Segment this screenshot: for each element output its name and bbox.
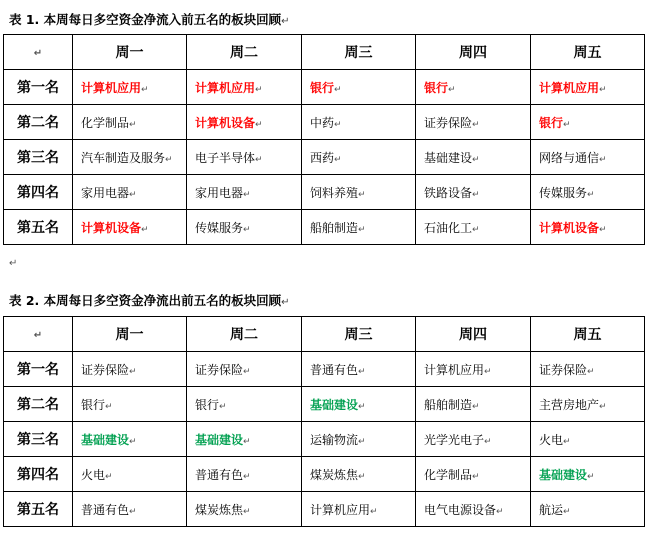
day-header: 周一 — [73, 317, 187, 352]
paragraph-mark-icon: ↵ — [563, 119, 571, 130]
paragraph-mark-icon: ↵ — [243, 224, 251, 235]
day-header: 周三 — [302, 35, 416, 70]
sector-name: 家用电器 — [81, 185, 130, 200]
sector-cell — [73, 140, 187, 175]
paragraph-mark-icon: ↵ — [448, 84, 456, 95]
sector-cell — [531, 387, 645, 422]
sector-cell — [187, 352, 302, 387]
paragraph-mark-icon: ↵ — [165, 154, 173, 165]
table-row — [4, 105, 645, 140]
paragraph-mark-icon: ↵ — [599, 154, 607, 165]
sector-cell — [531, 70, 645, 105]
paragraph-mark-icon: ↵ — [334, 84, 342, 95]
sector-name: 证券保险 — [424, 115, 473, 130]
day-header: 周五 — [531, 35, 645, 70]
day-header: 周四 — [416, 317, 531, 352]
sector-cell — [416, 492, 531, 527]
sector-name: 煤炭炼焦 — [195, 502, 244, 517]
sector-cell — [73, 210, 187, 245]
sector-name: 火电 — [81, 467, 106, 482]
sector-cell — [416, 422, 531, 457]
table-row — [4, 492, 645, 527]
sector-cell — [416, 105, 531, 140]
table1-caption: 表 1. 本周每日多空资金净流入前五名的板块回顾↵ — [9, 12, 290, 27]
sector-cell — [416, 387, 531, 422]
sector-cell — [531, 422, 645, 457]
sector-cell — [187, 422, 302, 457]
sector-name: 航运 — [539, 502, 564, 517]
sector-cell — [73, 457, 187, 492]
sector-cell — [73, 492, 187, 527]
paragraph-mark-icon: ↵ — [141, 84, 149, 95]
sector-cell — [531, 140, 645, 175]
sector-name: 计算机应用 — [195, 80, 256, 95]
sector-name: 证券保险 — [195, 362, 244, 377]
paragraph-mark-icon: ↵ — [472, 154, 480, 165]
paragraph-mark-icon: ↵ — [472, 224, 480, 235]
sector-name: 火电 — [539, 432, 564, 447]
sector-cell — [531, 105, 645, 140]
paragraph-mark-icon: ↵ — [587, 189, 595, 200]
paragraph-mark-icon: ↵ — [255, 154, 263, 165]
sector-name: 化学制品 — [81, 115, 130, 130]
sector-cell — [302, 352, 416, 387]
sector-cell — [302, 387, 416, 422]
sector-cell — [531, 457, 645, 492]
sector-name: 基础建设 — [539, 467, 588, 482]
sector-cell — [416, 457, 531, 492]
sector-cell — [73, 105, 187, 140]
day-header: 周四 — [416, 35, 531, 70]
paragraph-mark-icon: ↵ — [243, 506, 251, 517]
sector-cell — [302, 175, 416, 210]
inflow-table — [3, 34, 645, 245]
rank-label: 第二名 — [4, 387, 73, 422]
sector-name: 电子半导体 — [195, 150, 256, 165]
table-header-row — [4, 35, 645, 70]
table-row — [4, 352, 645, 387]
paragraph-mark-icon: ↵ — [484, 366, 492, 377]
table-header-row — [4, 317, 645, 352]
sector-cell — [302, 492, 416, 527]
paragraph-mark-icon: ↵ — [370, 506, 378, 517]
sector-name: 基础建设 — [424, 150, 473, 165]
paragraph-mark-icon: ↵ — [129, 506, 137, 517]
paragraph-mark-icon: ↵ — [587, 471, 595, 482]
paragraph-mark-icon: ↵ — [599, 84, 607, 95]
paragraph-mark-icon: ↵ — [472, 471, 480, 482]
paragraph-mark-icon: ↵ — [358, 224, 366, 235]
paragraph-mark-icon: ↵ — [243, 436, 251, 447]
paragraph-mark-icon: ↵ — [484, 436, 492, 447]
sector-name: 计算机应用 — [310, 502, 371, 517]
sector-name: 船舶制造 — [310, 220, 359, 235]
sector-cell — [531, 210, 645, 245]
sector-name: 证券保险 — [81, 362, 130, 377]
sector-name: 计算机应用 — [539, 80, 600, 95]
sector-cell — [302, 210, 416, 245]
paragraph-mark-icon: ↵ — [141, 224, 149, 235]
paragraph-mark-icon: ↵ — [33, 48, 43, 59]
sector-name: 普通有色 — [81, 502, 130, 517]
sector-cell — [531, 175, 645, 210]
sector-cell — [302, 422, 416, 457]
paragraph-mark-icon: ↵ — [255, 84, 263, 95]
sector-name: 基础建设 — [81, 432, 130, 447]
rank-label: 第五名 — [4, 210, 73, 245]
paragraph-mark-icon: ↵ — [281, 297, 290, 308]
sector-name: 网络与通信 — [539, 150, 600, 165]
sector-cell — [416, 140, 531, 175]
day-header: 周一 — [73, 35, 187, 70]
day-header: 周五 — [531, 317, 645, 352]
sector-cell — [73, 422, 187, 457]
paragraph-mark-icon: ↵ — [472, 189, 480, 200]
sector-name: 银行 — [424, 80, 449, 95]
paragraph-mark-icon: ↵ — [358, 436, 366, 447]
sector-cell — [416, 210, 531, 245]
rank-label: 第二名 — [4, 105, 73, 140]
paragraph-mark-icon: ↵ — [129, 189, 137, 200]
table-row — [4, 457, 645, 492]
paragraph-mark-icon: ↵ — [105, 401, 113, 412]
sector-name: 基础建设 — [195, 432, 244, 447]
sector-name: 饲料养殖 — [310, 185, 359, 200]
table-row — [4, 422, 645, 457]
paragraph-mark-icon: ↵ — [105, 471, 113, 482]
paragraph-mark-icon: ↵ — [563, 506, 571, 517]
rank-label: 第三名 — [4, 422, 73, 457]
sector-name: 传媒服务 — [539, 185, 588, 200]
sector-name: 银行 — [539, 115, 564, 130]
table-row — [4, 70, 645, 105]
paragraph-mark-icon: ↵ — [334, 154, 342, 165]
rank-label: 第一名 — [4, 352, 73, 387]
sector-name: 普通有色 — [310, 362, 359, 377]
sector-cell — [416, 70, 531, 105]
sector-name: 银行 — [310, 80, 335, 95]
sector-cell — [187, 105, 302, 140]
sector-name: 主营房地产 — [539, 397, 600, 412]
sector-name: 银行 — [195, 397, 220, 412]
sector-cell — [531, 492, 645, 527]
sector-name: 电气电源设备 — [424, 502, 497, 517]
table-row — [4, 140, 645, 175]
sector-cell — [187, 70, 302, 105]
sector-name: 基础建设 — [310, 397, 359, 412]
sector-name: 传媒服务 — [195, 220, 244, 235]
sector-name: 船舶制造 — [424, 397, 473, 412]
paragraph-mark-icon: ↵ — [129, 436, 137, 447]
sector-cell — [187, 210, 302, 245]
sector-cell — [416, 175, 531, 210]
paragraph-mark-icon: ↵ — [358, 471, 366, 482]
sector-name: 普通有色 — [195, 467, 244, 482]
paragraph-mark-icon: ↵ — [587, 366, 595, 377]
paragraph-mark-icon: ↵ — [472, 401, 480, 412]
paragraph-mark-icon: ↵ — [129, 119, 137, 130]
sector-name: 运输物流 — [310, 432, 359, 447]
paragraph-mark-icon: ↵ — [599, 224, 607, 235]
paragraph-mark-icon: ↵ — [334, 119, 342, 130]
table2-caption: 表 2. 本周每日多空资金净流出前五名的板块回顾↵ — [9, 293, 290, 308]
sector-cell — [302, 105, 416, 140]
paragraph-mark-icon: ↵ — [33, 330, 43, 341]
paragraph-mark-icon: ↵ — [129, 366, 137, 377]
paragraph-mark-icon: ↵ — [281, 16, 290, 27]
corner-cell — [4, 317, 73, 352]
sector-name: 家用电器 — [195, 185, 244, 200]
sector-name: 计算机应用 — [424, 362, 485, 377]
paragraph-mark-icon: ↵ — [9, 258, 18, 269]
sector-cell — [187, 387, 302, 422]
sector-name: 计算机设备 — [539, 220, 600, 235]
sector-name: 计算机设备 — [81, 220, 142, 235]
sector-cell — [73, 175, 187, 210]
sector-name: 光学光电子 — [424, 432, 485, 447]
rank-label: 第四名 — [4, 175, 73, 210]
rank-label: 第一名 — [4, 70, 73, 105]
paragraph-mark-icon: ↵ — [472, 119, 480, 130]
sector-cell — [187, 175, 302, 210]
sector-cell — [302, 457, 416, 492]
sector-name: 银行 — [81, 397, 106, 412]
sector-name: 西药 — [310, 150, 335, 165]
sector-name: 煤炭炼焦 — [310, 467, 359, 482]
paragraph-mark-icon: ↵ — [219, 401, 227, 412]
paragraph-mark-icon: ↵ — [243, 471, 251, 482]
rank-label: 第三名 — [4, 140, 73, 175]
paragraph-mark-icon: ↵ — [243, 189, 251, 200]
paragraph-mark-icon: ↵ — [255, 119, 263, 130]
rank-label: 第五名 — [4, 492, 73, 527]
table-row — [4, 387, 645, 422]
sector-cell — [73, 352, 187, 387]
day-header: 周二 — [187, 317, 302, 352]
paragraph-mark-icon: ↵ — [358, 189, 366, 200]
sector-cell — [416, 352, 531, 387]
paragraph-mark-icon: ↵ — [496, 506, 504, 517]
paragraph-mark-icon: ↵ — [243, 366, 251, 377]
sector-cell — [531, 352, 645, 387]
paragraph-mark-icon: ↵ — [358, 401, 366, 412]
sector-name: 计算机设备 — [195, 115, 256, 130]
sector-name: 证券保险 — [539, 362, 588, 377]
table-row — [4, 210, 645, 245]
sector-cell — [302, 140, 416, 175]
sector-name: 石油化工 — [424, 220, 473, 235]
sector-cell — [73, 70, 187, 105]
outflow-table — [3, 316, 645, 527]
day-header: 周三 — [302, 317, 416, 352]
sector-name: 汽车制造及服务 — [81, 150, 166, 165]
sector-name: 计算机应用 — [81, 80, 142, 95]
paragraph-mark-icon: ↵ — [358, 366, 366, 377]
sector-cell — [187, 457, 302, 492]
paragraph-mark-icon: ↵ — [563, 436, 571, 447]
sector-name: 中药 — [310, 115, 335, 130]
rank-label: 第四名 — [4, 457, 73, 492]
sector-cell — [187, 492, 302, 527]
sector-cell — [73, 387, 187, 422]
paragraph-mark-icon: ↵ — [599, 401, 607, 412]
sector-name: 化学制品 — [424, 467, 473, 482]
corner-cell — [4, 35, 73, 70]
sector-cell — [187, 140, 302, 175]
day-header: 周二 — [187, 35, 302, 70]
sector-name: 铁路设备 — [424, 185, 473, 200]
table-row — [4, 175, 645, 210]
sector-cell — [302, 70, 416, 105]
